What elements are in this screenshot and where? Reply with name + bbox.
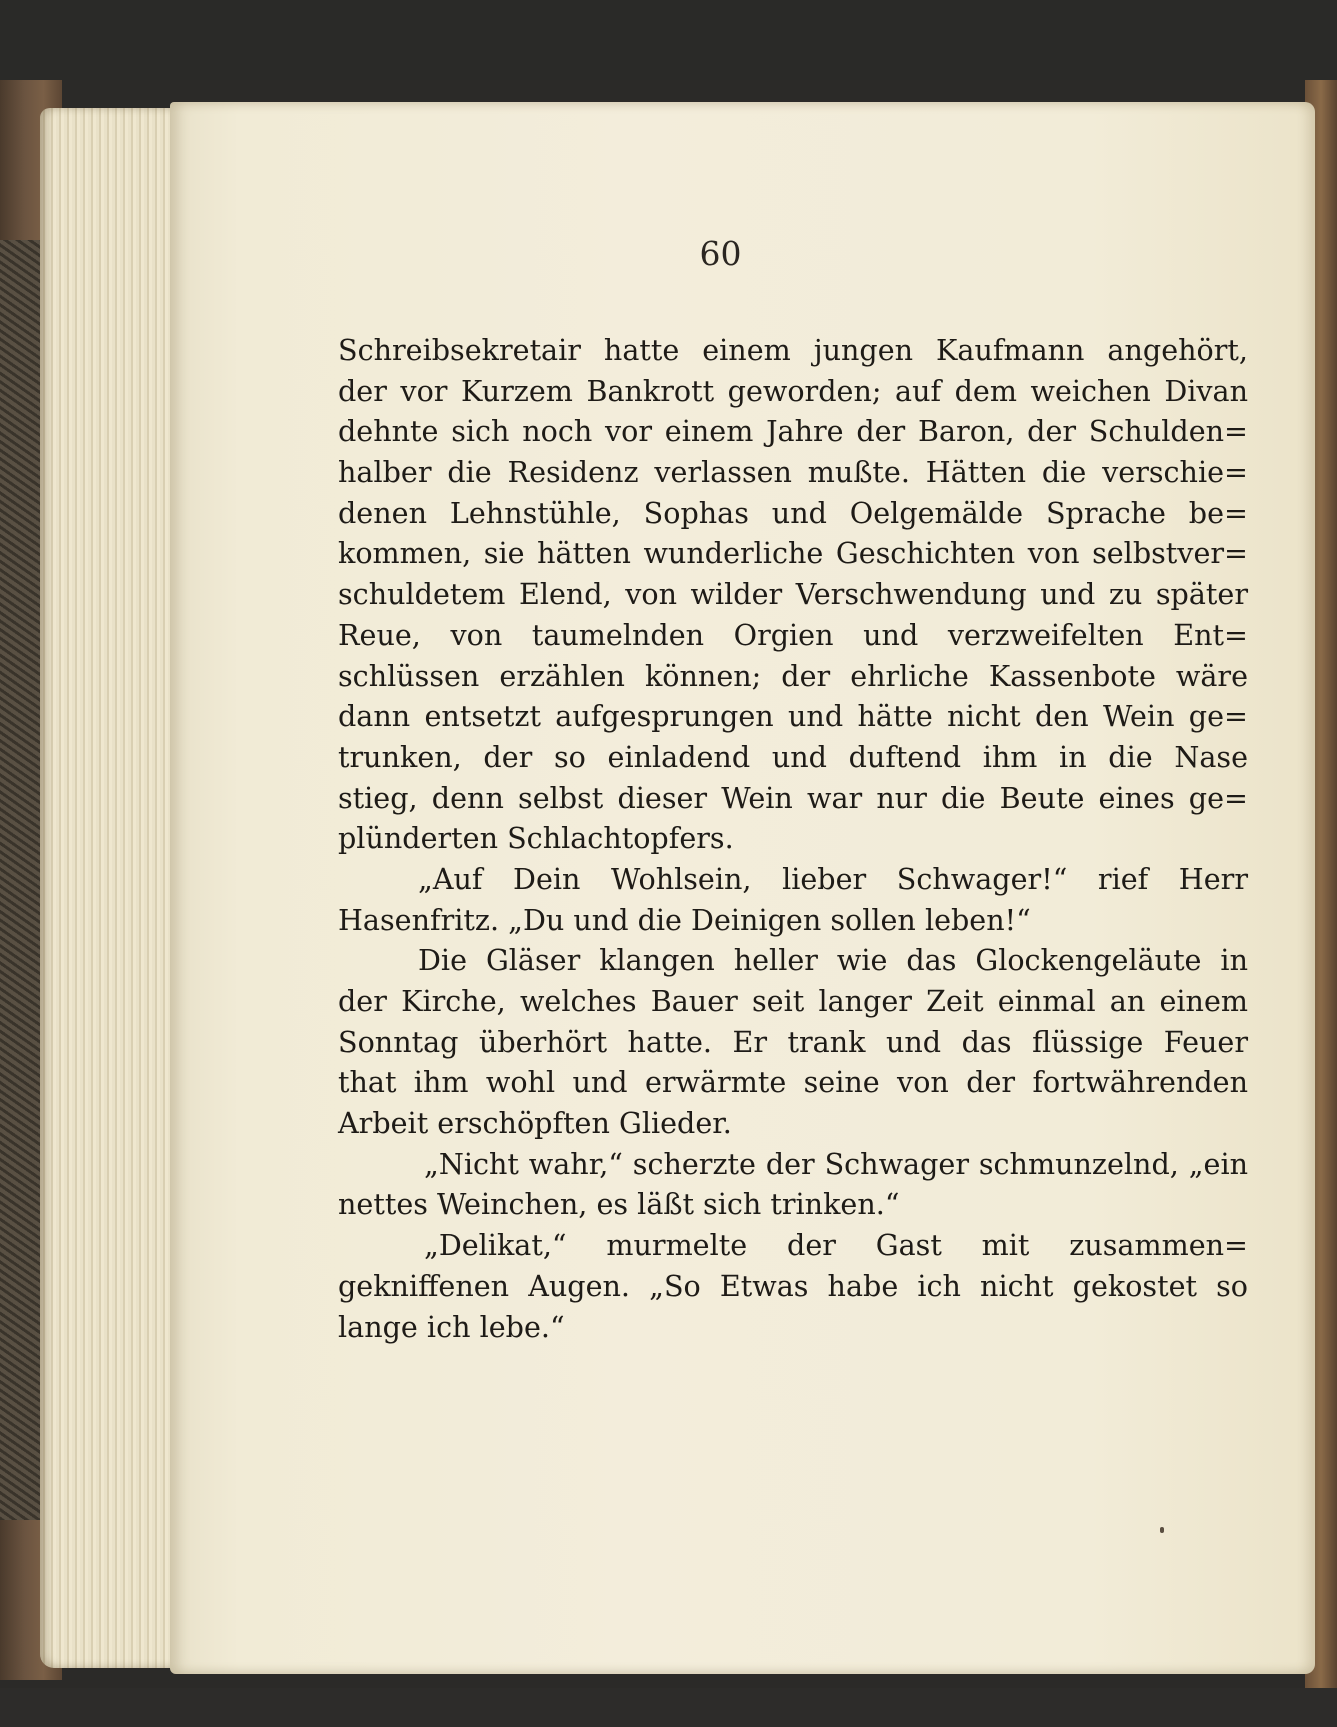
text-line: dehnte sich noch vor einem Jahre der Baron, der Schulden= [338, 414, 1248, 449]
text-line: stieg, denn selbst dieser Wein war nur die Beute eines ge= [338, 780, 1248, 815]
text-line: der Kirche, welches Bauer seit langer Zeit einmal an einem [338, 984, 1248, 1018]
scan-bottom-band [0, 1688, 1337, 1727]
text-line: Schreibsekretair hatte einem jungen Kaufmann angehört, [338, 333, 1248, 367]
text-line: der vor Kurzem Bankrott geworden; auf dem weichen Divan [338, 373, 1248, 408]
text-line: halber die Residenz verlassen mußte. Hätten die verschie= [338, 455, 1248, 490]
text-line: plünderten Schlachtopfers. [338, 821, 734, 856]
text-line: Sonntag überhört hatte. Er trank und das flüssige Feuer [338, 1024, 1248, 1059]
page-number: 60 [699, 234, 742, 273]
text-line: „Delikat,“ murmelte der Gast mit zusammen= [424, 1228, 1248, 1263]
text-line: denen Lehnstühle, Sophas und Oelgemälde Sprache be= [338, 495, 1248, 530]
text-line: kommen, sie hätten wunderliche Geschichten von selbstver= [338, 536, 1248, 571]
text-line: nettes Weinchen, es läßt sich trinken.“ [338, 1187, 900, 1222]
text-line: that ihm wohl und erwärmte seine von der fortwährenden [338, 1065, 1248, 1100]
text-line: gekniffenen Augen. „So Etwas habe ich nicht gekostet so [338, 1268, 1248, 1303]
text-line: Die Gläser klangen heller wie das Glockengeläute in [418, 943, 1248, 978]
book-page [170, 102, 1315, 1674]
text-line: schlüssen erzählen können; der ehrliche Kassenbote wäre [338, 658, 1248, 693]
paper-speck [1160, 1527, 1164, 1533]
page-body-text [338, 330, 1248, 1347]
text-line: schuldetem Elend, von wilder Verschwendung und zu später [338, 577, 1248, 612]
page-edges [40, 108, 180, 1668]
text-line: Hasenfritz. „Du und die Deinigen sollen leben!“ [338, 902, 1031, 937]
scan-top-band [0, 0, 1337, 80]
text-line: „Nicht wahr,“ scherzte der Schwager schmunzelnd, „ein [424, 1146, 1248, 1181]
text-line: trunken, der so einladend und duftend ihm in die Nase [338, 739, 1248, 774]
text-line: dann entsetzt aufgesprungen und hätte nicht den Wein ge= [338, 699, 1248, 734]
text-line: Arbeit erschöpften Glieder. [338, 1106, 732, 1141]
text-line: Reue, von taumelnden Orgien und verzweifelten Ent= [338, 617, 1248, 652]
text-line: lange ich lebe.“ [338, 1309, 565, 1344]
text-line: „Auf Dein Wohlsein, lieber Schwager!“ rief Herr [418, 861, 1248, 896]
